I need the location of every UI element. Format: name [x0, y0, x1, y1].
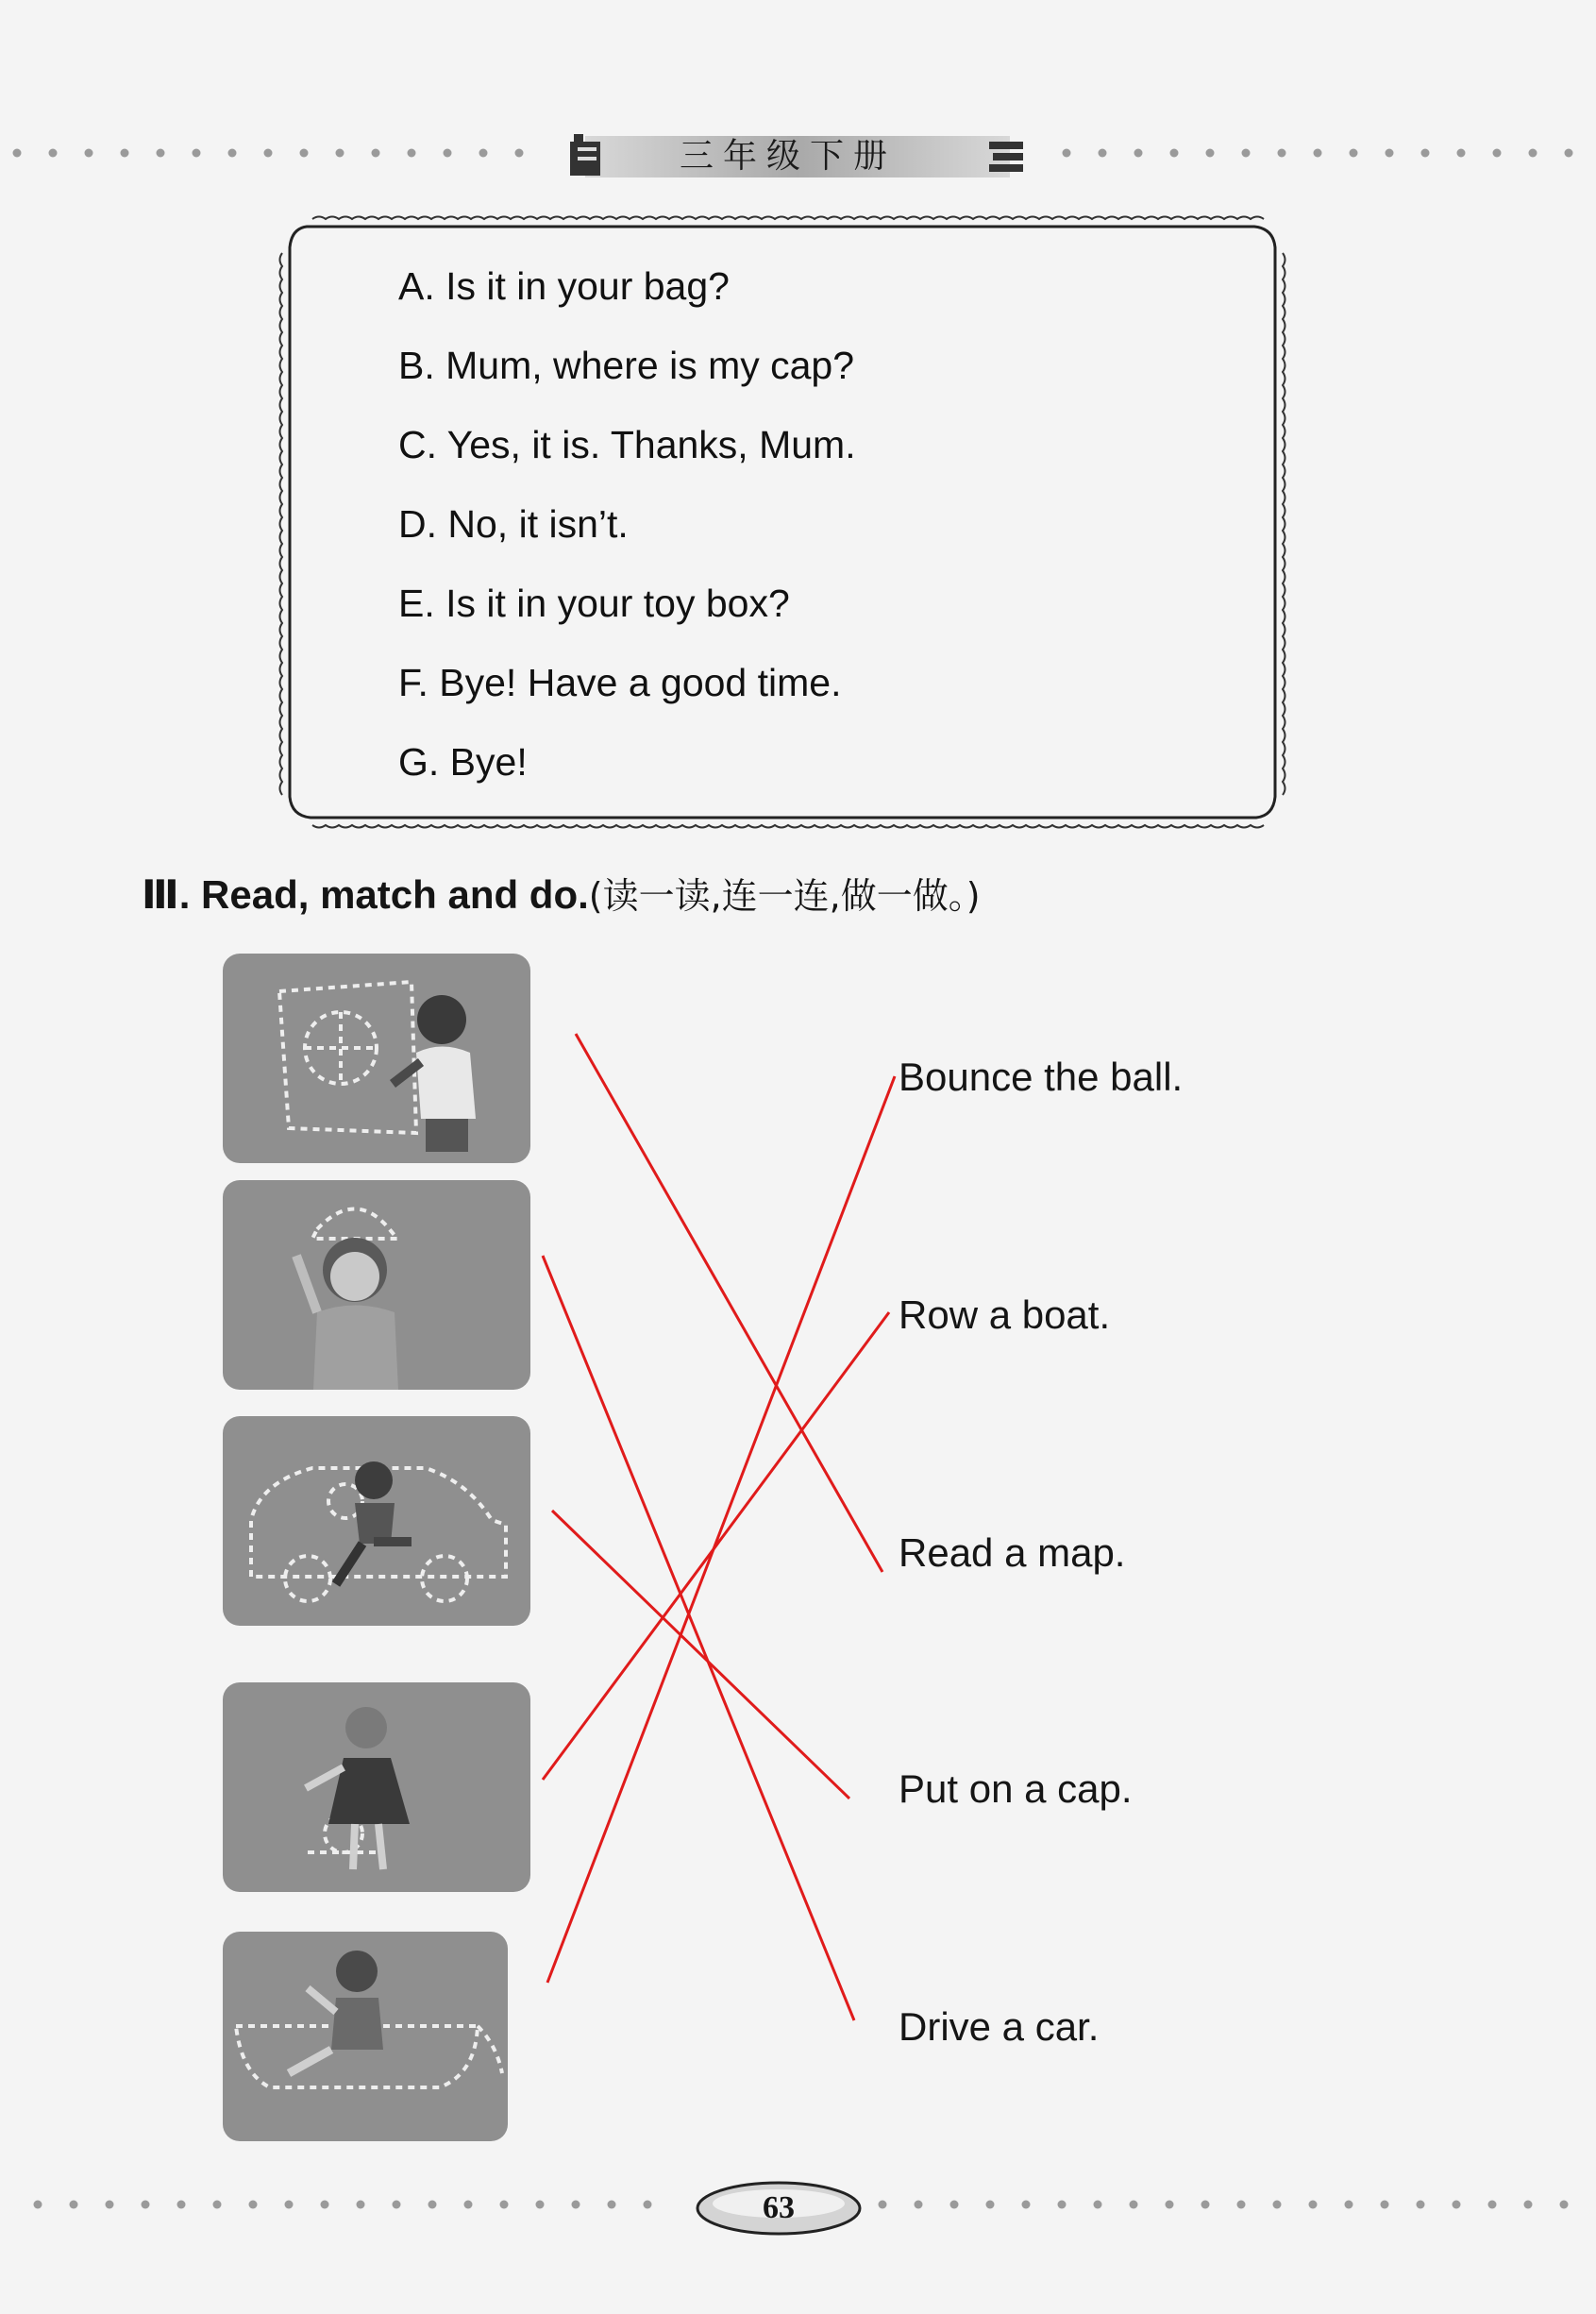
rule-dot: [1022, 2201, 1031, 2209]
rule-dot: [1170, 149, 1179, 158]
rule-dot: [1201, 2201, 1210, 2209]
rule-dot: [1166, 2201, 1174, 2209]
dialog-option-g: G. Bye!: [398, 740, 528, 784]
rule-dot: [1457, 149, 1466, 158]
rule-dot: [49, 149, 58, 158]
rule-dot: [1386, 149, 1394, 158]
rule-dot: [1237, 2201, 1246, 2209]
rule-dot: [193, 149, 201, 158]
page-number: 63: [763, 2190, 795, 2225]
section-3-heading: [142, 869, 981, 922]
section-title: . Read, match and do.: [178, 872, 589, 917]
rule-dot: [249, 2201, 258, 2209]
rule-dot: [1529, 149, 1537, 158]
rule-dot: [950, 2201, 959, 2209]
rule-dot: [1381, 2201, 1389, 2209]
rule-dot: [1058, 2201, 1067, 2209]
match-line-1: [576, 1034, 882, 1572]
rule-dot: [1309, 2201, 1318, 2209]
rule-dot: [879, 2201, 887, 2209]
rule-dot: [1524, 2201, 1533, 2209]
phrase-drive-car: Drive a car.: [899, 2004, 1100, 2049]
rule-dot: [500, 2201, 509, 2209]
rule-dot: [428, 2201, 437, 2209]
rule-dot: [408, 149, 416, 158]
picture-bounce-ball: [223, 1682, 530, 1892]
rule-dot: [157, 149, 165, 158]
rule-dot: [213, 2201, 222, 2209]
phrase-bounce-ball: Bounce the ball.: [899, 1055, 1184, 1099]
dialog-option-b: B. Mum, where is my cap?: [398, 344, 855, 387]
rule-dot: [1242, 149, 1251, 158]
rule-dot: [1565, 149, 1573, 158]
phrase-row-boat: Row a boat.: [899, 1292, 1111, 1337]
rule-dot: [1206, 149, 1215, 158]
rule-dot: [1130, 2201, 1138, 2209]
rule-dot: [264, 149, 273, 158]
rule-dot: [608, 2201, 616, 2209]
picture-read-map: [223, 954, 530, 1163]
rule-dot: [142, 2201, 150, 2209]
dialog-option-e: E. Is it in your toy box?: [398, 582, 790, 625]
rule-dot: [1560, 2201, 1569, 2209]
match-line-2: [543, 1256, 854, 2020]
rule-dot: [177, 2201, 186, 2209]
rule-dot: [644, 2201, 652, 2209]
match-line-5: [547, 1076, 895, 1983]
rule-dot: [1488, 2201, 1497, 2209]
dialog-option-f: F. Bye! Have a good time.: [398, 661, 842, 704]
rule-dot: [464, 2201, 473, 2209]
match-line-3: [552, 1511, 849, 1799]
boy-figure-icon: [336, 1461, 412, 1584]
section-numeral: Ⅲ: [142, 872, 179, 917]
rule-dot: [372, 149, 380, 158]
phrase-put-on-cap: Put on a cap.: [899, 1766, 1133, 1811]
rule-dot: [479, 149, 488, 158]
dialog-option-d: D. No, it isn’t.: [398, 502, 629, 546]
rule-dot: [1350, 149, 1358, 158]
phrase-read-map: Read a map.: [899, 1530, 1126, 1575]
rule-dot: [300, 149, 309, 158]
girl-figure-icon: [289, 1951, 383, 2073]
rule-dot: [1094, 2201, 1102, 2209]
girl-figure-icon: [306, 1707, 410, 1869]
rule-dot: [1134, 149, 1143, 158]
rule-dot: [228, 149, 237, 158]
section-instruction: (读一读,连一连,做一做。): [588, 875, 981, 917]
boy-figure-icon: [393, 995, 476, 1152]
rule-dot: [1314, 149, 1322, 158]
rule-dot: [70, 2201, 78, 2209]
rule-dot: [1417, 2201, 1425, 2209]
rule-dot: [106, 2201, 114, 2209]
rule-dot: [13, 149, 22, 158]
picture-row-boat: [223, 1932, 508, 2141]
rule-dot: [1345, 2201, 1353, 2209]
rule-dot: [85, 149, 93, 158]
rule-dot: [1063, 149, 1071, 158]
rule-dot: [515, 149, 524, 158]
books-stack-icon: [989, 142, 1023, 172]
rule-dot: [1099, 149, 1107, 158]
rule-dot: [285, 2201, 294, 2209]
rule-dot: [336, 149, 344, 158]
rule-dot: [1453, 2201, 1461, 2209]
rule-dot: [572, 2201, 580, 2209]
rule-dot: [444, 149, 452, 158]
rule-dot: [1278, 149, 1286, 158]
rule-dot: [1273, 2201, 1282, 2209]
rule-dot: [1421, 149, 1430, 158]
rule-dot: [536, 2201, 545, 2209]
picture-put-on-cap: [223, 1180, 530, 1390]
rule-dot: [986, 2201, 995, 2209]
dialog-option-a: A. Is it in your bag?: [398, 264, 730, 308]
rule-dot: [915, 2201, 923, 2209]
rule-dot: [321, 2201, 329, 2209]
rule-dot: [34, 2201, 42, 2209]
dialog-option-c: C. Yes, it is. Thanks, Mum.: [398, 423, 856, 466]
match-line-4: [543, 1312, 889, 1780]
rule-dot: [357, 2201, 365, 2209]
boy-figure-icon: [296, 1238, 398, 1390]
rule-dot: [121, 149, 129, 158]
picture-drive-car: [223, 1416, 530, 1626]
rule-dot: [1493, 149, 1502, 158]
grade-title: 三年级下册: [679, 137, 897, 176]
rule-dot: [393, 2201, 401, 2209]
